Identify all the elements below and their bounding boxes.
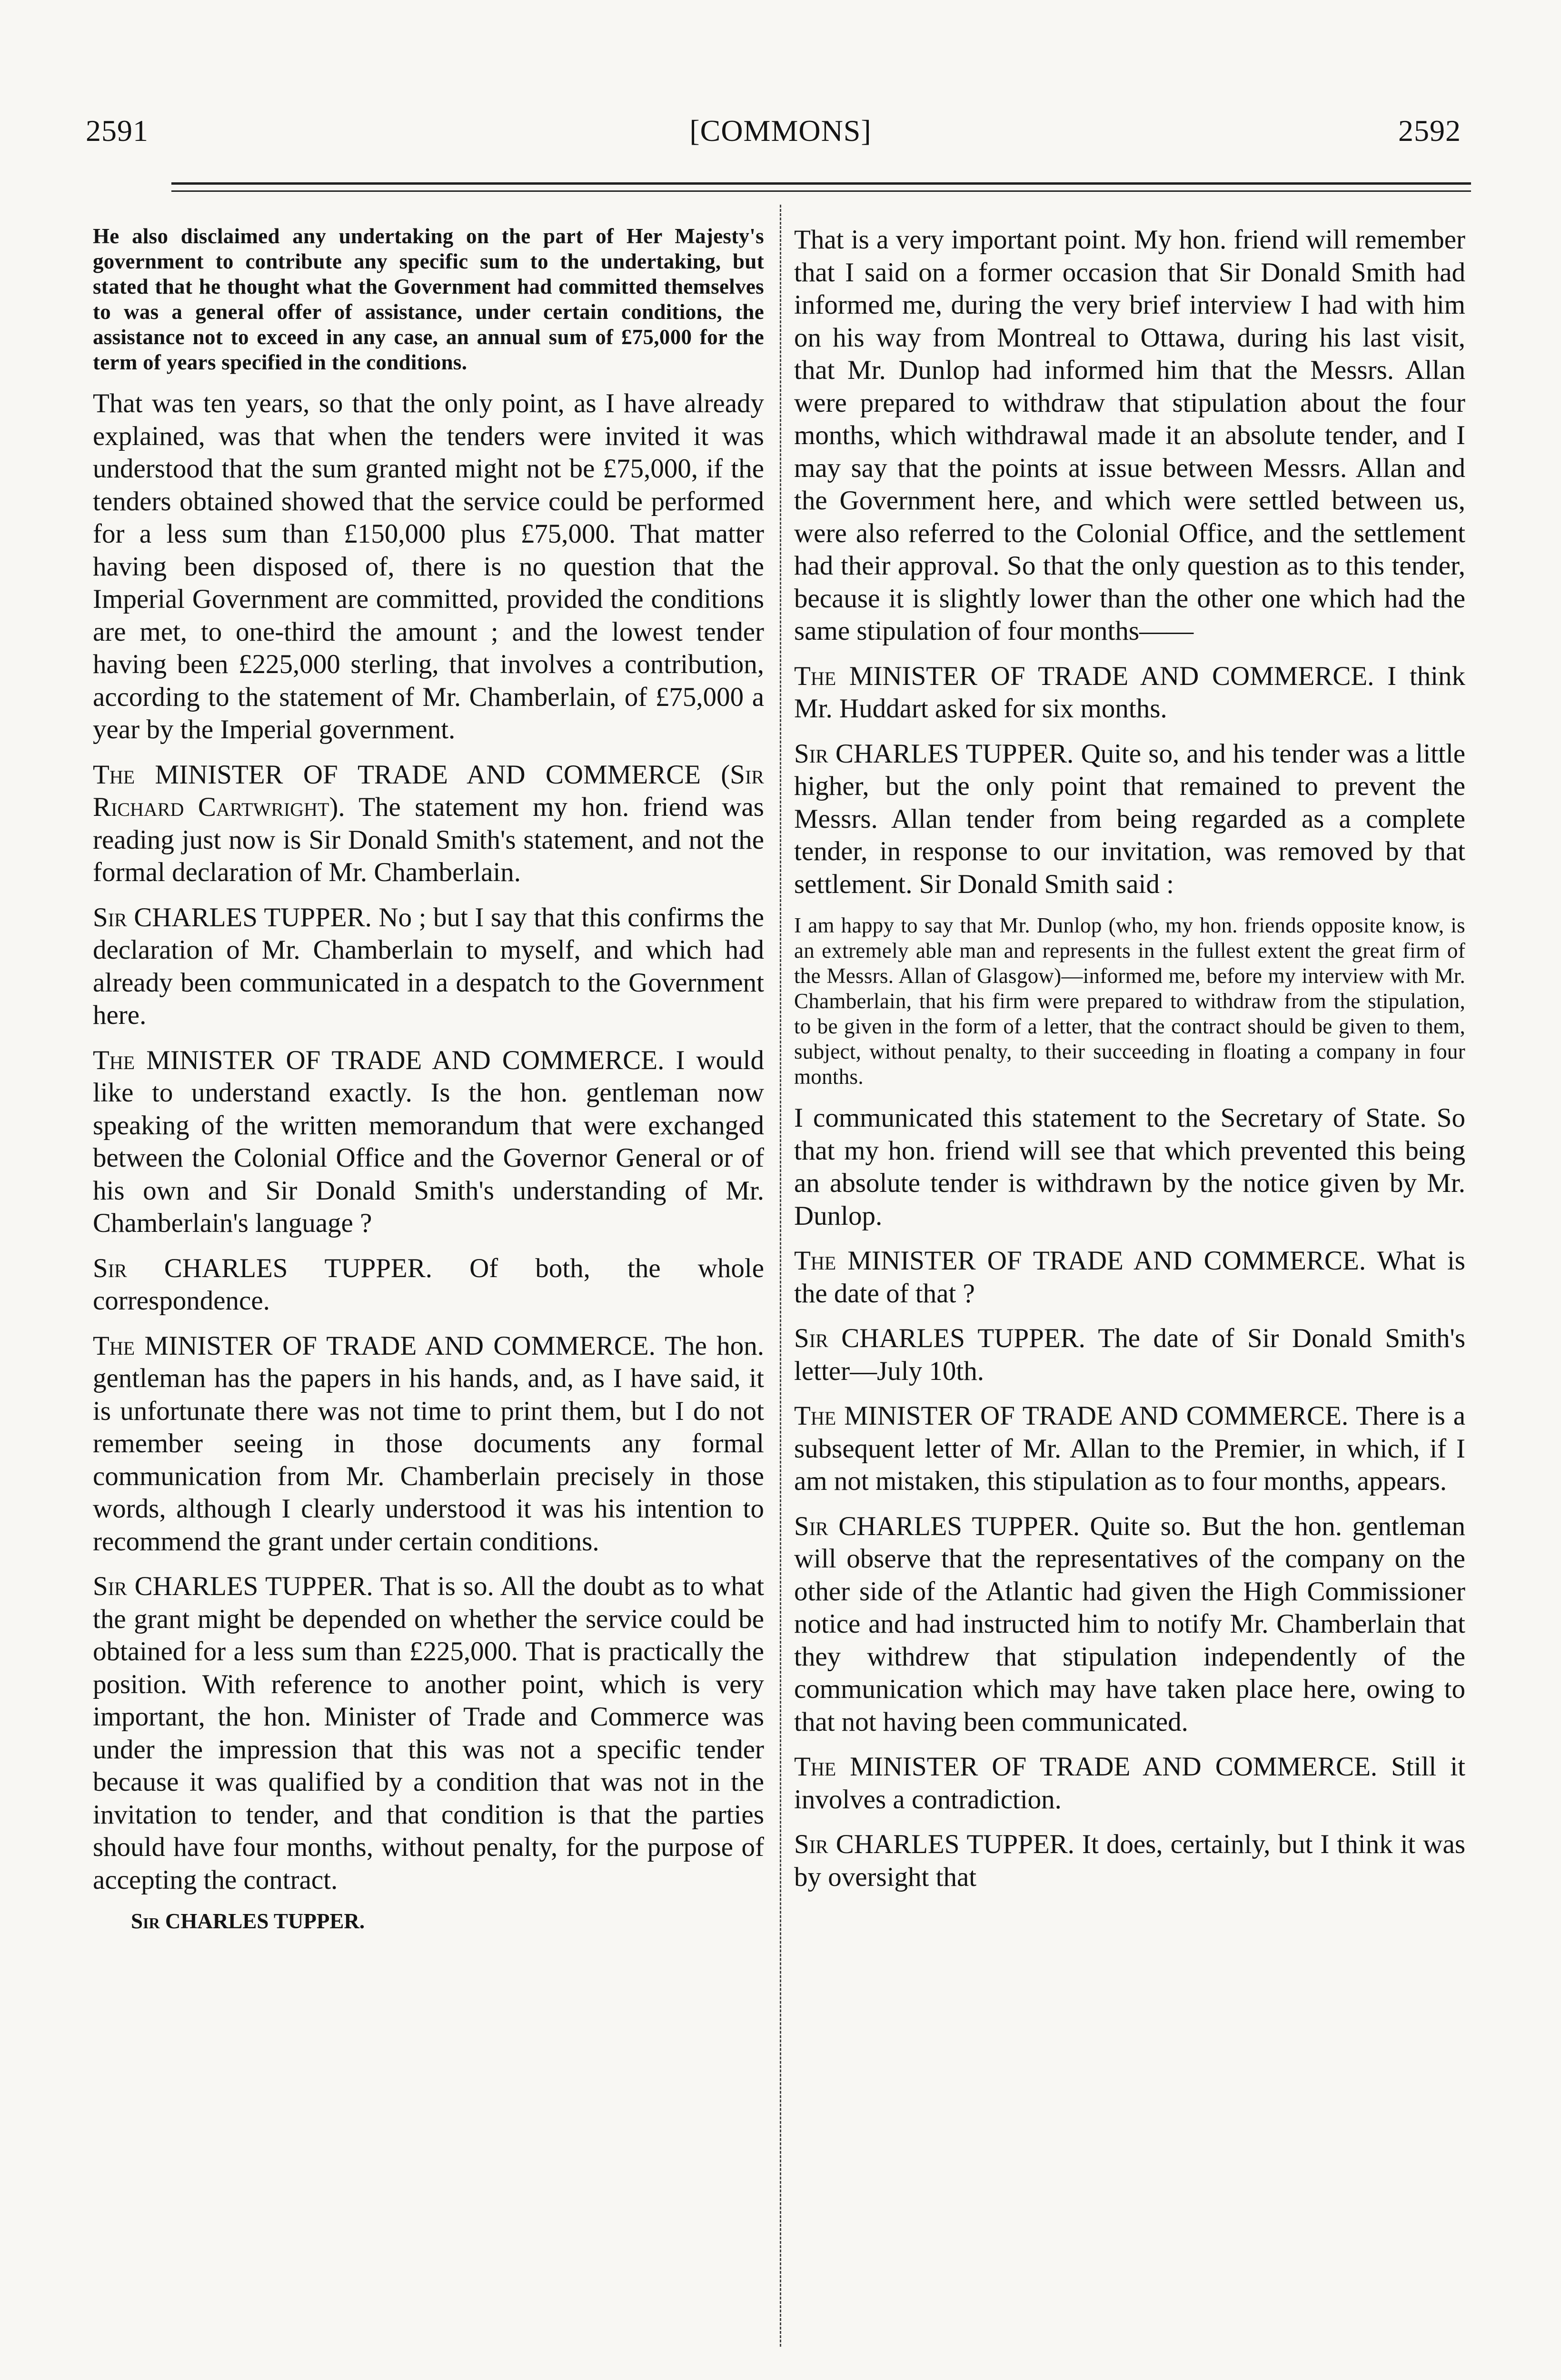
speech-paragraph: [93, 1044, 764, 1240]
speech-text: No ; but I say that this confirms the declaration of Mr. Chamberlain to myself, and which had already been communicated in a despatch to the Government here.: [93, 902, 764, 1030]
speaker-name: Sir CHARLES TUPPER.: [794, 1323, 1085, 1353]
speech-text: The statement my hon. friend was reading just now is Sir Donald Smith's statement, and not the formal declaration of Mr. Chamberlain.: [93, 792, 764, 887]
page-number-right: 2592: [1398, 114, 1461, 148]
header-rule-bottom: [171, 190, 1471, 192]
speech-text: That is so. All the doubt as to what the grant might be depended on whether the service could be obtained for a less sum than £225,000. That is practically the position. With reference to another point, which is very important, the hon. Minister of Trade and Commerce was under the impression that this was not a specific tender because it was qualified by a condition that was not in the invitation to tender, and that condition is that the parties should have four months, without penalty, for the purpose of accepting the contract.: [93, 1571, 764, 1895]
speech-text: What is the date of that ?: [794, 1246, 1465, 1309]
quoted-passage: [93, 224, 764, 375]
speaker-name: The MINISTER OF TRADE AND COMMERCE.: [93, 1330, 656, 1361]
speaker-name: Sir CHARLES TUPPER.: [794, 738, 1074, 769]
speaker-name: The MINISTER OF TRADE AND COMMERCE (Sir Richard Cartwright).: [93, 759, 764, 822]
speech-paragraph: [794, 660, 1465, 725]
page-header: [0, 99, 1561, 156]
speech-text: Quite so, and his tender was a little higher, but the only point that remained to prevent the Messrs. Allan tender from being regarded as a complete tender, in response to our invitation, was removed by that settlement. Sir Donald Smith said :: [794, 738, 1465, 899]
speech-paragraph: [794, 1322, 1465, 1388]
speaker-name: Sir CHARLES TUPPER.: [93, 1253, 433, 1283]
speaker-name: Sir CHARLES TUPPER.: [93, 1571, 373, 1601]
column-divider: [780, 205, 781, 2347]
speech-paragraph: [93, 759, 764, 889]
speech-text: There is a subsequent letter of Mr. Allan to the Premier, in which, if I am not mistaken, this stipulation as to four months, appears.: [794, 1401, 1465, 1496]
speech-paragraph: [794, 1828, 1465, 1894]
speaker-name: The MINISTER OF TRADE AND COMMERCE.: [794, 1752, 1378, 1782]
speaker-name: Sir CHARLES TUPPER.: [794, 1829, 1074, 1859]
speaker-name: The MINISTER OF TRADE AND COMMERCE.: [93, 1045, 665, 1075]
speech-paragraph: [794, 738, 1465, 901]
speech-text: The date of Sir Donald Smith's letter—July 10th.: [794, 1323, 1465, 1386]
right-column: [794, 224, 1465, 2366]
speech-text: The hon. gentleman has the papers in his hands, and, as I have said, it is unfortunate there was not time to print them, but I do not remember seeing in those documents any formal communication from Mr. Chamberlain precisely in those words, although I clearly understood it was his intention to recommend the grant under certain conditions.: [93, 1330, 764, 1557]
speech-text: That was ten years, so that the only point, as I have already explained, was that when the tenders were invited it was understood that the sum granted might not be £75,000, if the tenders obtained showed that the service could be performed for a less sum than £150,000 plus £75,000. That matter having been disposed of, there is no question that the Imperial Government are committed, provided the conditions are met, to one-third the amount ; and the lowest tender having been £225,000 sterling, that involves a contribution, according to the statement of Mr. Chamberlain, of £75,000 a year by the Imperial government.: [93, 388, 764, 744]
header-rule-top: [171, 182, 1471, 185]
continuation-speaker: Sir CHARLES TUPPER.: [131, 1909, 365, 1933]
speaker-name: The MINISTER OF TRADE AND COMMERCE.: [794, 661, 1374, 691]
quoted-passage: [794, 913, 1465, 1090]
speaker-name: The MINISTER OF TRADE AND COMMERCE.: [794, 1246, 1366, 1276]
speech-paragraph: [93, 1570, 764, 1896]
speaker-name: The MINISTER OF TRADE AND COMMERCE.: [794, 1401, 1349, 1431]
quote-text: I am happy to say that Mr. Dunlop (who, my hon. friends opposite know, is an extremely able man and represents in the fullest extent the great firm of the Messrs. Allan of Glasgow)—informed me, before my interview with Mr. Chamberlain, that his firm were prepared to withdraw from the stipulation, to be given in the form of a letter, that the contract should be given to them, subject, without penalty, to their succeeding in floating a company in four months.: [794, 913, 1465, 1089]
speech-paragraph: [93, 1252, 764, 1318]
speech-paragraph: [93, 1330, 764, 1558]
speech-text: I think Mr. Huddart asked for six months.: [794, 661, 1465, 724]
speech-text: I would like to understand exactly. Is the hon. gentleman now speaking of the written memorandum that were exchanged between the Colonial Office and the Governor General or of his own and Sir Donald Smith's understanding of Mr. Chamberlain's language ?: [93, 1045, 764, 1238]
speech-paragraph: [794, 224, 1465, 648]
speech-paragraph: [93, 387, 764, 746]
speech-paragraph: [794, 1751, 1465, 1816]
page-number-left: 2591: [86, 114, 149, 148]
speaker-name: Sir CHARLES TUPPER.: [93, 902, 372, 932]
speech-paragraph: [93, 902, 764, 1032]
running-title: [COMMONS]: [689, 114, 872, 148]
left-column: [93, 224, 764, 2380]
speech-paragraph: [794, 1102, 1465, 1232]
speech-text: That is a very important point. My hon. friend will remember that I said on a former occasion that Sir Donald Smith had informed me, during the very brief interview I had with him on his way from Montreal to Ottawa, during his last visit, that Mr. Dunlop had informed him that the Messrs. Allan were prepared to withdraw that stipulation about the four months, which withdrawal made it an absolute tender, and I may say that the points at issue between Messrs. Allan and the Government here, and which were settled between us, were also referred to the Colonial Office, and the settlement had their approval. So that the only question as to this tender, because it is slightly lower than the other one which had the same stipulation of four months——: [794, 225, 1465, 646]
speech-text: Of both, the whole correspondence.: [93, 1253, 764, 1316]
speech-paragraph: [794, 1510, 1465, 1739]
speaker-name: Sir CHARLES TUPPER.: [794, 1511, 1080, 1541]
quote-text: He also disclaimed any undertaking on the part of Her Majesty's government to contribute any specific sum to the undertaking, but stated that he thought what the Government had committed themselves to was a general offer of assistance, under certain conditions, the assistance not to exceed in any case, an annual sum of £75,000 for the term of years specified in the conditions.: [93, 224, 764, 374]
speech-text: I communicated this statement to the Secretary of State. So that my hon. friend will see that which prevented this being an absolute tender is withdrawn by the notice given by Mr. Dunlop.: [794, 1103, 1465, 1231]
speech-text: It does, certainly, but I think it was by oversight that: [794, 1829, 1465, 1892]
speech-text: Still it involves a contradiction.: [794, 1752, 1465, 1815]
speech-paragraph: [794, 1245, 1465, 1310]
speech-text: Quite so. But the hon. gentleman will observe that the representatives of the company on the other side of the Atlantic had given the High Commissioner notice and had instructed him to notify Mr. Chamberlain that they withdrew that stipulation independently of the communication which may have taken place here, owing to that not having been communicated.: [794, 1511, 1465, 1737]
speech-paragraph: [794, 1400, 1465, 1498]
